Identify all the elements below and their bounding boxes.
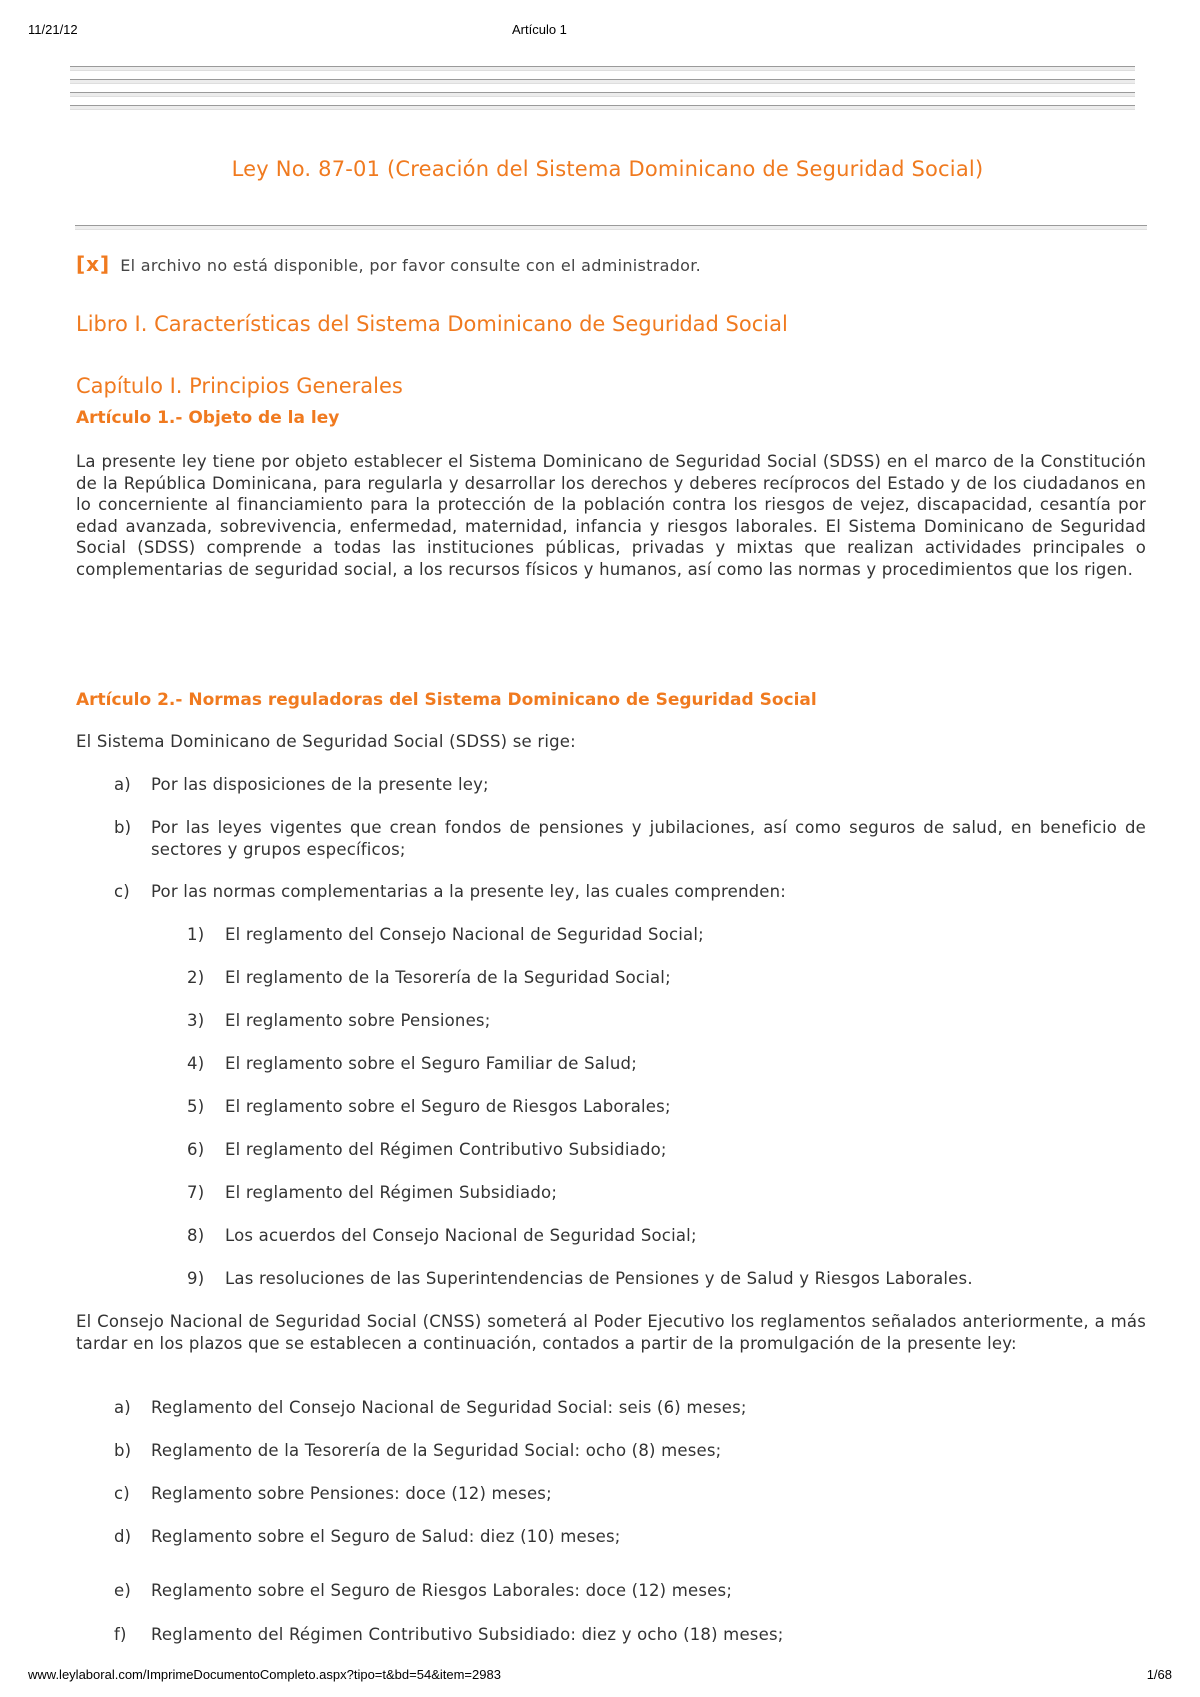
sub-list-item (187, 924, 704, 946)
deadline-item (114, 1483, 552, 1505)
print-url: www.leylaboral.com/ImprimeDocumentoCompleto.aspx?tipo=t&bd=54&item=2983 (28, 1667, 501, 1682)
sub-list-item-text: Los acuerdos del Consejo Nacional de Seguridad Social; (225, 1226, 697, 1245)
list-marker: c) (114, 1484, 130, 1503)
print-date: 11/21/12 (28, 22, 78, 37)
article-1-title: Artículo 1.- Objeto de la ley (76, 408, 340, 428)
list-item-text: Por las disposiciones de la presente ley; (151, 775, 489, 794)
list-marker: a) (114, 775, 131, 794)
list-marker: b) (114, 1441, 132, 1460)
deadline-item (114, 1397, 747, 1419)
sub-list-item-text: El reglamento del Régimen Contributivo Subsidiado; (225, 1140, 667, 1159)
deadline-item-text: Reglamento sobre el Seguro de Riesgos Laborales: doce (12) meses; (151, 1581, 733, 1600)
sub-list-item-text: El reglamento de la Tesorería de la Seguridad Social; (225, 968, 671, 987)
file-unavailable-notice (76, 252, 1146, 276)
deadline-item (114, 1526, 621, 1548)
divider (70, 92, 1135, 97)
deadline-item (114, 1440, 721, 1462)
deadline-item-text: Reglamento sobre Pensiones: doce (12) meses; (151, 1484, 552, 1503)
list-item-text: Por las normas complementarias a la presente ley, las cuales comprenden: (151, 882, 787, 901)
list-marker: d) (114, 1527, 132, 1546)
divider (70, 66, 1135, 71)
law-title: Ley No. 87-01 (Creación del Sistema Dominicano de Seguridad Social) (231, 157, 984, 181)
page-number: 1/68 (1146, 1667, 1172, 1682)
list-item (114, 774, 489, 796)
list-item (114, 881, 786, 903)
divider (70, 79, 1135, 84)
list-marker: a) (114, 1398, 131, 1417)
print-header (28, 22, 1172, 42)
sub-list-item-text: El reglamento sobre Pensiones; (225, 1011, 491, 1030)
sub-list-item (187, 967, 671, 989)
sub-list-marker: 3) (187, 1011, 205, 1030)
title-divider (75, 225, 1147, 230)
sub-list-item-text: Las resoluciones de las Superintendencias de Pensiones y de Salud y Riesgos Laborales. (225, 1269, 973, 1288)
chapter-title: Capítulo I. Principios Generales (76, 374, 403, 398)
article-1-body: La presente ley tiene por objeto establecer el Sistema Dominicano de Seguridad Social (SDSS) en el marco de la Constitución de la República Dominicana, para regularla y desarrollar los derechos y deberes recíprocos del Estado y de los ciudadanos en lo concerniente al financiamiento para la protección de la población contra los riesgos de vejez, discapacidad, cesantía por edad avanzada, sobrevivencia, enfermedad, maternidad, infancia y riesgos laborales. El Sistema Dominicano de Seguridad Social (SDSS) comprende a todas las instituciones públicas, privadas y mixtas que realizan actividades principales o complementarias de seguridad social, a los recursos físicos y humanos, así como las normas y procedimientos que los rigen. (76, 452, 1146, 579)
deadline-item-text: Reglamento del Consejo Nacional de Seguridad Social: seis (6) meses; (151, 1398, 747, 1417)
sub-list-item-text: El reglamento del Consejo Nacional de Seguridad Social; (225, 925, 704, 944)
sub-list-marker: 8) (187, 1226, 205, 1245)
sub-list-marker: 7) (187, 1183, 205, 1202)
list-item (114, 817, 151, 839)
divider (70, 105, 1135, 110)
deadline-item (114, 1580, 732, 1602)
sub-list-item (187, 1139, 667, 1161)
sub-list-item (187, 1182, 557, 1204)
sub-list-marker: 6) (187, 1140, 205, 1159)
deadline-item-text: Reglamento del Régimen Contributivo Subsidiado: diez y ocho (18) meses; (151, 1625, 784, 1644)
article-2-title: Artículo 2.- Normas reguladoras del Sistema Dominicano de Seguridad Social (76, 690, 817, 710)
list-item-text: Por las leyes vigentes que crean fondos de pensiones y jubilaciones, así como seguros de salud, en beneficio de sectores y grupos específicos; (151, 818, 1146, 859)
sub-list-marker: 5) (187, 1097, 205, 1116)
sub-list-marker: 4) (187, 1054, 205, 1073)
sub-list-item (187, 1225, 697, 1247)
sub-list-item-text: El reglamento del Régimen Subsidiado; (225, 1183, 558, 1202)
print-footer (28, 1667, 1172, 1685)
sub-list-marker: 2) (187, 968, 205, 987)
unavailable-x-icon[interactable]: [x] (76, 252, 111, 276)
sub-list-item-text: El reglamento sobre el Seguro Familiar de Salud; (225, 1054, 637, 1073)
list-marker: e) (114, 1581, 131, 1600)
deadline-item-text: Reglamento de la Tesorería de la Seguridad Social: ocho (8) meses; (151, 1441, 722, 1460)
sub-list-item (187, 1010, 490, 1032)
deadline-item-text: Reglamento sobre el Seguro de Salud: diez (10) meses; (151, 1527, 621, 1546)
list-marker: c) (114, 882, 130, 901)
book-title: Libro I. Características del Sistema Dominicano de Seguridad Social (76, 312, 788, 336)
sub-list-marker: 1) (187, 925, 205, 944)
sub-list-item-text: El reglamento sobre el Seguro de Riesgos Laborales; (225, 1097, 671, 1116)
deadline-intro: El Consejo Nacional de Seguridad Social (CNSS) someterá al Poder Ejecutivo los reglamentos señalados anteriormente, a más tardar en los plazos que se establecen a continuación, contados a partir de la promulgación de la presente ley: (76, 1312, 1146, 1353)
sub-list-item (187, 1096, 671, 1118)
list-marker: f) (114, 1625, 127, 1644)
sub-list-marker: 9) (187, 1269, 205, 1288)
sub-list-item (187, 1268, 973, 1290)
notice-text: El archivo no está disponible, por favor consulte con el administrador. (120, 256, 702, 275)
print-title: Artículo 1 (512, 22, 567, 37)
sub-list-item (187, 1053, 637, 1075)
article-2-intro: El Sistema Dominicano de Seguridad Social (SDSS) se rige: (76, 732, 576, 751)
header-rules (70, 66, 1135, 118)
list-marker: b) (114, 818, 132, 837)
deadline-item (114, 1624, 784, 1646)
